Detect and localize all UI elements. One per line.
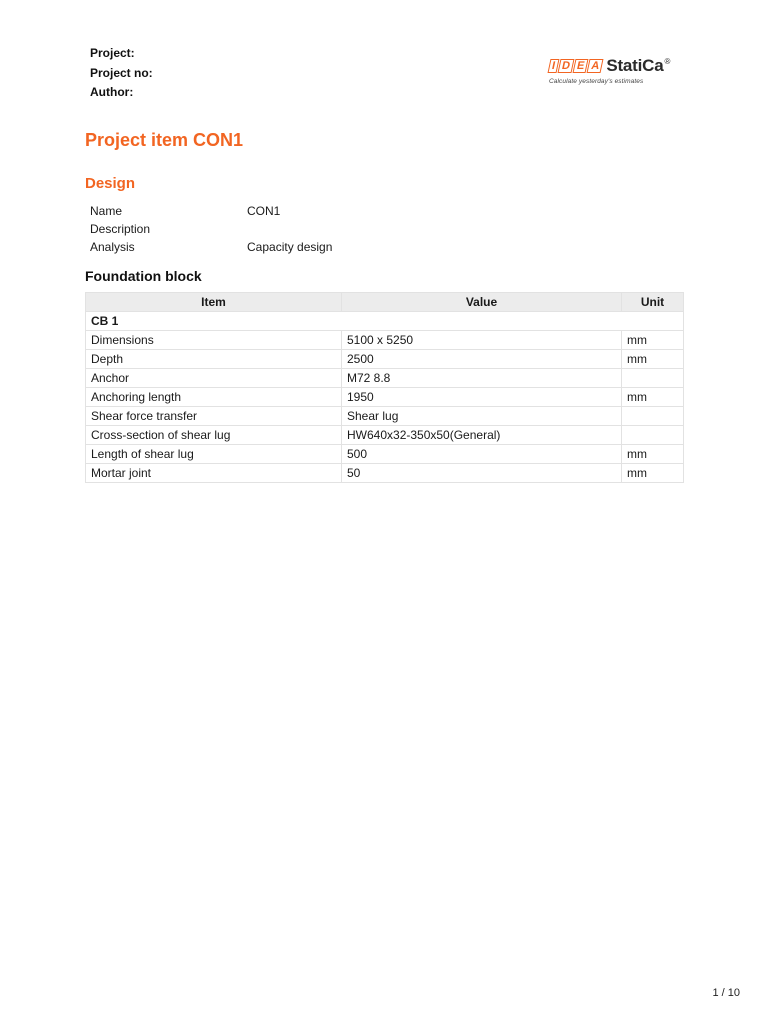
table-row — [86, 445, 684, 464]
field-value: Capacity design — [247, 240, 333, 254]
design-fields — [90, 202, 332, 256]
table-row — [86, 369, 684, 388]
cell-unit — [622, 407, 684, 426]
cell-item: Anchor — [86, 369, 342, 388]
table-header-row — [86, 293, 684, 312]
page-number: 1 / 10 — [712, 987, 740, 999]
design-heading: Design — [85, 175, 136, 192]
cell-value: M72 8.8 — [342, 369, 622, 388]
cell-unit: mm — [622, 464, 684, 483]
cell-item: Dimensions — [86, 331, 342, 350]
table-row — [86, 426, 684, 445]
cell-value: 50 — [342, 464, 622, 483]
project-no-label: Project no: — [90, 65, 153, 80]
cell-unit — [622, 369, 684, 388]
cell-item: Mortar joint — [86, 464, 342, 483]
field-row — [90, 220, 332, 238]
cell-value: 2500 — [342, 350, 622, 369]
logo-tagline: Calculate yesterday's estimates — [549, 78, 644, 85]
table-row — [86, 388, 684, 407]
column-header-unit: Unit — [622, 293, 684, 312]
author-label: Author: — [90, 85, 134, 99]
table-row — [86, 350, 684, 369]
table-row — [86, 464, 684, 483]
cell-value: HW640x32-350x50(General) — [342, 426, 622, 445]
cell-unit — [622, 426, 684, 445]
foundation-table — [85, 292, 684, 483]
idea-statica-logo — [549, 56, 689, 90]
group-label: CB 1 — [86, 312, 684, 331]
table-group-row — [86, 312, 684, 331]
cell-value: 500 — [342, 445, 622, 464]
cell-item: Shear force transfer — [86, 407, 342, 426]
cell-value: Shear lug — [342, 407, 622, 426]
cell-unit: mm — [622, 388, 684, 407]
cell-item: Cross-section of shear lug — [86, 426, 342, 445]
field-row — [90, 238, 332, 256]
cell-unit: mm — [622, 445, 684, 464]
cell-value: 5100 x 5250 — [342, 331, 622, 350]
column-header-value: Value — [342, 293, 622, 312]
cell-unit: mm — [622, 350, 684, 369]
cell-item: Anchoring length — [86, 388, 342, 407]
field-row — [90, 202, 332, 220]
cell-unit: mm — [622, 331, 684, 350]
cell-item: Depth — [86, 350, 342, 369]
page-title: Project item CON1 — [85, 130, 244, 150]
column-header-item: Item — [86, 293, 342, 312]
cell-item: Length of shear lug — [86, 445, 342, 464]
field-key: Analysis — [90, 240, 135, 254]
logo-brand: StatiCa® — [606, 56, 671, 75]
field-key: Name — [90, 204, 123, 218]
field-value: CON1 — [247, 204, 281, 218]
idea-mark: I D E A — [548, 59, 604, 73]
table-row — [86, 407, 684, 426]
cell-value: 1950 — [342, 388, 622, 407]
foundation-heading: Foundation block — [85, 268, 202, 284]
project-label: Project: — [90, 46, 135, 60]
header-labels — [90, 44, 153, 103]
table-row — [86, 331, 684, 350]
field-key: Description — [90, 222, 151, 236]
